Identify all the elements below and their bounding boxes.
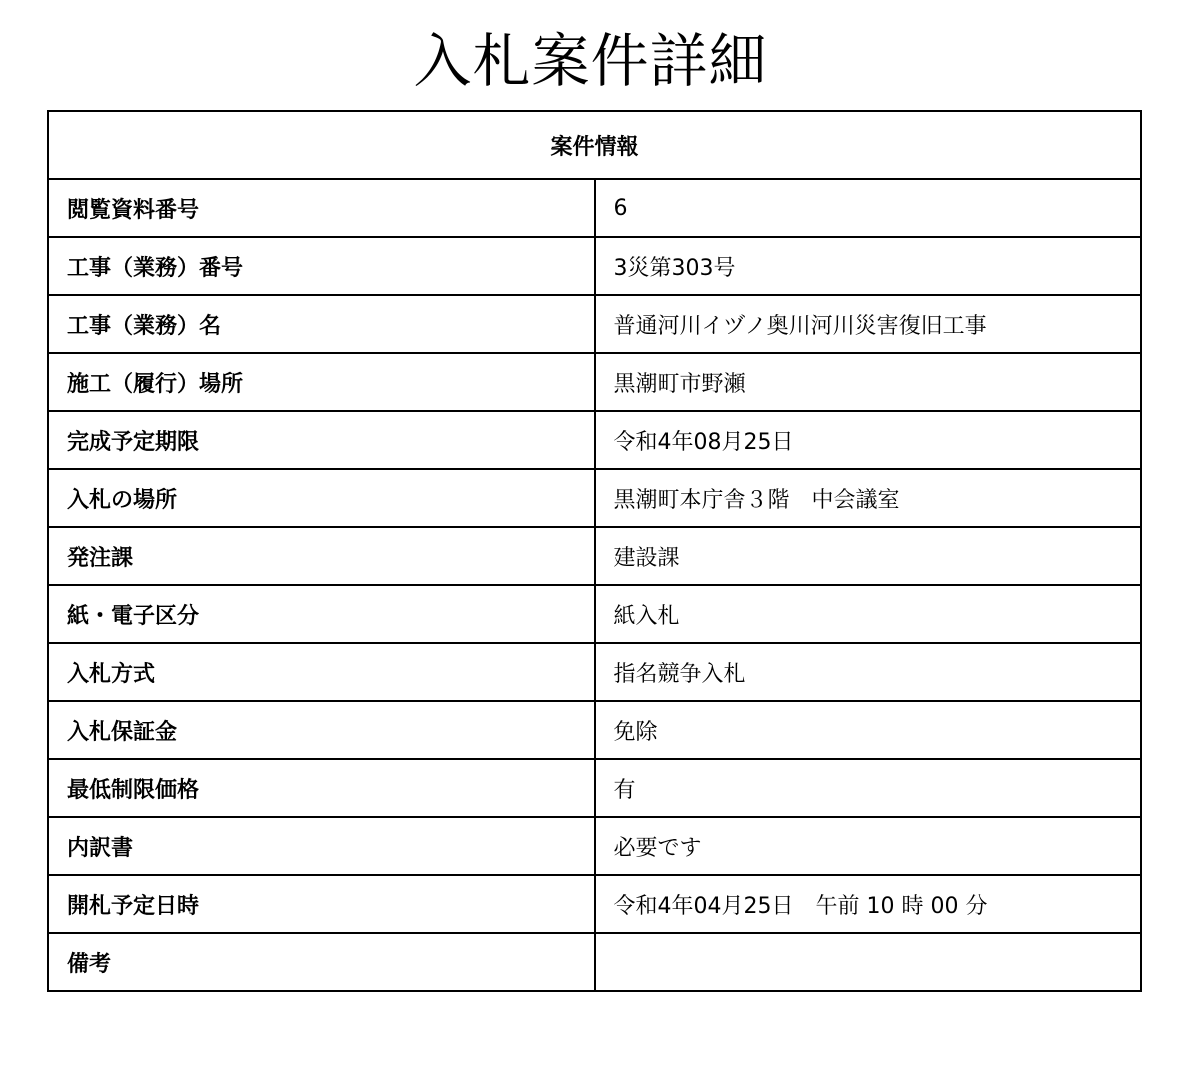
table-row-minimum-price xyxy=(48,759,1141,817)
row-value-breakdown: 必要です xyxy=(595,817,1142,875)
row-value-opening-datetime: 令和4年04月25日 午前 10 時 00 分 xyxy=(595,875,1142,933)
row-label-breakdown: 内訳書 xyxy=(48,817,595,875)
row-label-bid-venue: 入札の場所 xyxy=(48,469,595,527)
row-value-bid-method: 指名競争入札 xyxy=(595,643,1142,701)
table-row-opening-datetime xyxy=(48,875,1141,933)
table-row-work-name xyxy=(48,295,1141,353)
row-label-remarks: 備考 xyxy=(48,933,595,991)
row-value-ordering-department: 建設課 xyxy=(595,527,1142,585)
row-label-ordering-department: 発注課 xyxy=(48,527,595,585)
row-label-bid-bond: 入札保証金 xyxy=(48,701,595,759)
row-value-minimum-price: 有 xyxy=(595,759,1142,817)
row-label-paper-electronic: 紙・電子区分 xyxy=(48,585,595,643)
table-row-bid-method xyxy=(48,643,1141,701)
row-value-remarks xyxy=(595,933,1142,991)
page-title: 入札案件詳細 xyxy=(413,27,768,95)
section-header: 案件情報 xyxy=(48,111,1141,179)
row-label-completion-deadline: 完成予定期限 xyxy=(48,411,595,469)
table-row-work-location xyxy=(48,353,1141,411)
table-row-paper-electronic xyxy=(48,585,1141,643)
table-row-breakdown xyxy=(48,817,1141,875)
table-row-bid-bond xyxy=(48,701,1141,759)
row-label-opening-datetime: 開札予定日時 xyxy=(48,875,595,933)
row-value-bid-bond: 免除 xyxy=(595,701,1142,759)
row-value-work-number: 3災第303号 xyxy=(595,237,1142,295)
row-value-work-location: 黒潮町市野瀬 xyxy=(595,353,1142,411)
row-label-document-number: 閲覧資料番号 xyxy=(48,179,595,237)
row-label-work-name: 工事（業務）名 xyxy=(48,295,595,353)
row-value-work-name: 普通河川イヅノ奥川河川災害復旧工事 xyxy=(595,295,1142,353)
row-label-minimum-price: 最低制限価格 xyxy=(48,759,595,817)
row-value-paper-electronic: 紙入札 xyxy=(595,585,1142,643)
row-label-work-location: 施工（履行）場所 xyxy=(48,353,595,411)
table-row-bid-venue xyxy=(48,469,1141,527)
row-value-bid-venue: 黒潮町本庁舎３階 中会議室 xyxy=(595,469,1142,527)
row-value-document-number: 6 xyxy=(595,179,1142,237)
table-row-document-number xyxy=(48,179,1141,237)
row-label-work-number: 工事（業務）番号 xyxy=(48,237,595,295)
bid-detail-table xyxy=(47,110,1142,992)
table-row-work-number xyxy=(48,237,1141,295)
section-header-row xyxy=(48,111,1141,179)
table-row-remarks xyxy=(48,933,1141,991)
table-row-ordering-department xyxy=(48,527,1141,585)
row-value-completion-deadline: 令和4年08月25日 xyxy=(595,411,1142,469)
table-row-completion-deadline xyxy=(48,411,1141,469)
row-label-bid-method: 入札方式 xyxy=(48,643,595,701)
